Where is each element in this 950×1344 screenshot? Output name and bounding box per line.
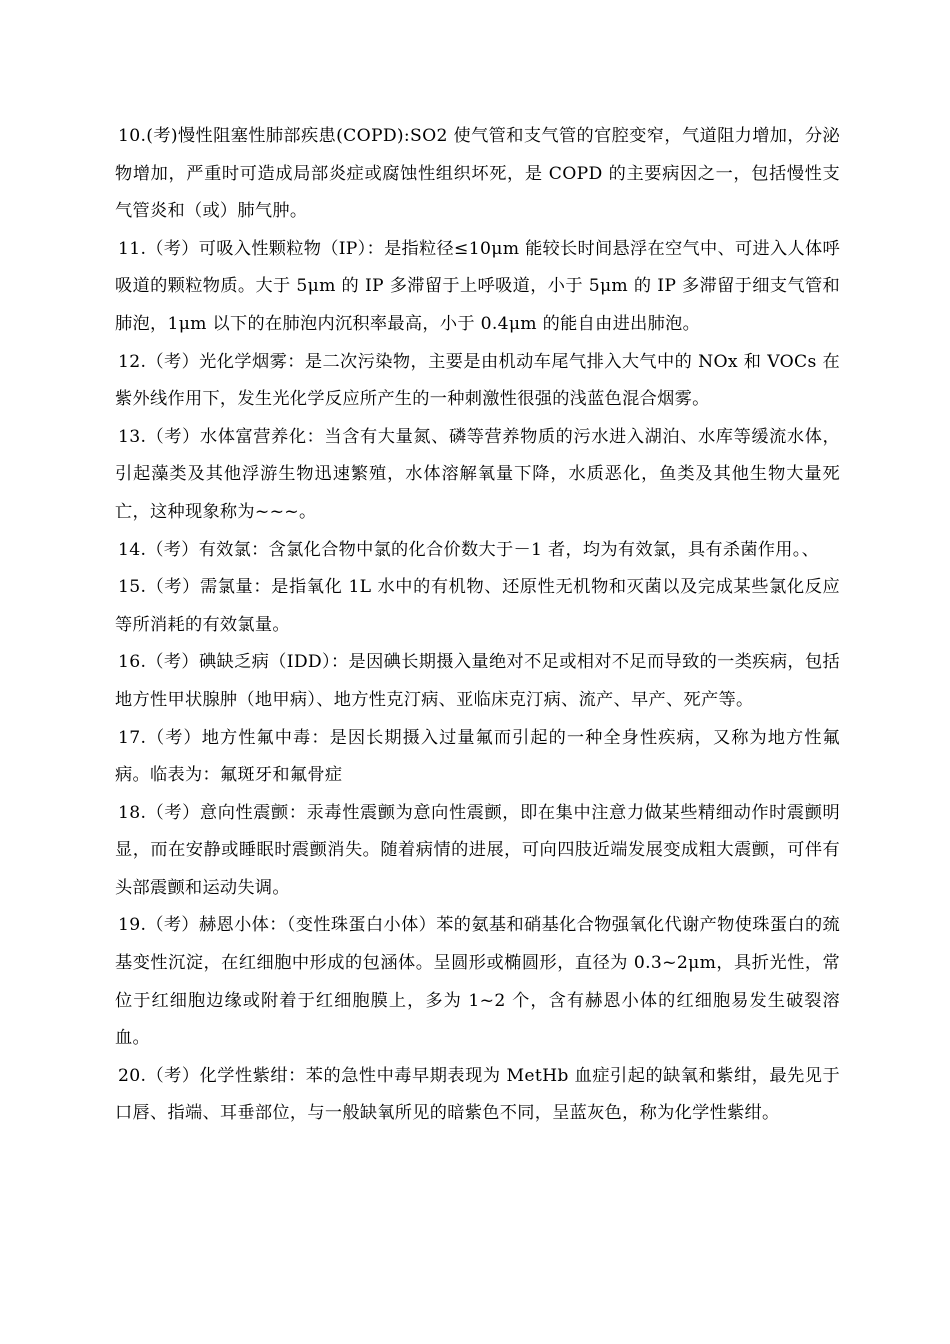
paragraph-16: 16.（考）碘缺乏病（IDD）：是因碘长期摄入量绝对不足或相对不足而导致的一类疾病，包括地方性甲状腺肿（地甲病）、地方性克汀病、亚临床克汀病、流产、早产、死产等。 — [115, 652, 840, 710]
paragraph-15: 15.（考）需氯量：是指氧化 1L 水中的有机物、还原性无机物和灭菌以及完成某些氯化反应等所消耗的有效氯量。 — [115, 577, 840, 635]
paragraph-20: 20.（考）化学性紫绀：苯的急性中毒早期表现为 MetHb 血症引起的缺氧和紫绀，最先见于口唇、指端、耳垂部位，与一般缺氧所见的暗紫色不同，呈蓝灰色，称为化学性紫绀。 — [115, 1065, 840, 1124]
document-page — [115, 118, 840, 1133]
paragraph-17: 17.（考）地方性氟中毒：是因长期摄入过量氟而引起的一种全身性疾病，又称为地方性氟病。临表为：氟斑牙和氟骨症 — [115, 727, 840, 786]
paragraph-18: 18.（考）意向性震颤：汞毒性震颤为意向性震颤，即在集中注意力做某些精细动作时震颤明显，而在安静或睡眠时震颤消失。随着病情的进展，可向四肢近端发展变成粗大震颤，可伴有头部震颤和运动失调。 — [115, 802, 840, 898]
paragraph-10: 10.(考)慢性阻塞性肺部疾患(COPD):SO2 使气管和支气管的官腔变窄，气道阻力增加，分泌物增加，严重时可造成局部炎症或腐蚀性组织坏死，是 COPD 的主要病因之一，包括慢性支气管炎和（或）肺气肿。 — [115, 126, 840, 222]
paragraph-14: 14.（考）有效氯：含氯化合物中氯的化合价数大于－1 者，均为有效氯，具有杀菌作用。、 — [118, 539, 820, 560]
paragraph-19: 19.（考）赫恩小体：（变性珠蛋白小体）苯的氨基和硝基化合物强氧化代谢产物使珠蛋白的巯基变性沉淀，在红细胞中形成的包涵体。呈圆形或椭圆形，直径为 0.3~2μm，具折光性，常位于红细胞边缘或附着于红细胞膜上，多为 1~2 个，含有赫恩小体的红细胞易发生破裂溶血。 — [115, 915, 840, 1049]
paragraph-11: 11.（考）可吸入性颗粒物（IP）：是指粒径≤10μm 能较长时间悬浮在空气中、可进入人体呼吸道的颗粒物质。大于 5μm 的 IP 多滞留于上呼吸道，小于 5μm 的 IP 多滞留于细支气管和肺泡，1μm 以下的在肺泡内沉积率最高，小于 0.4μm 的能自由进出肺泡。 — [115, 238, 840, 334]
paragraph-13: 13.（考）水体富营养化：当含有大量氮、磷等营养物质的污水进入湖泊、水库等缓流水体，引起藻类及其他浮游生物迅速繁殖，水体溶解氧量下降，水质恶化，鱼类及其他生物大量死亡，这种现象称为~~~。 — [115, 426, 840, 522]
paragraph-12: 12.（考）光化学烟雾：是二次污染物，主要是由机动车尾气排入大气中的 NOx 和 VOCs 在紫外线作用下，发生光化学反应所产生的一种刺激性很强的浅蓝色混合烟雾。 — [115, 351, 840, 410]
